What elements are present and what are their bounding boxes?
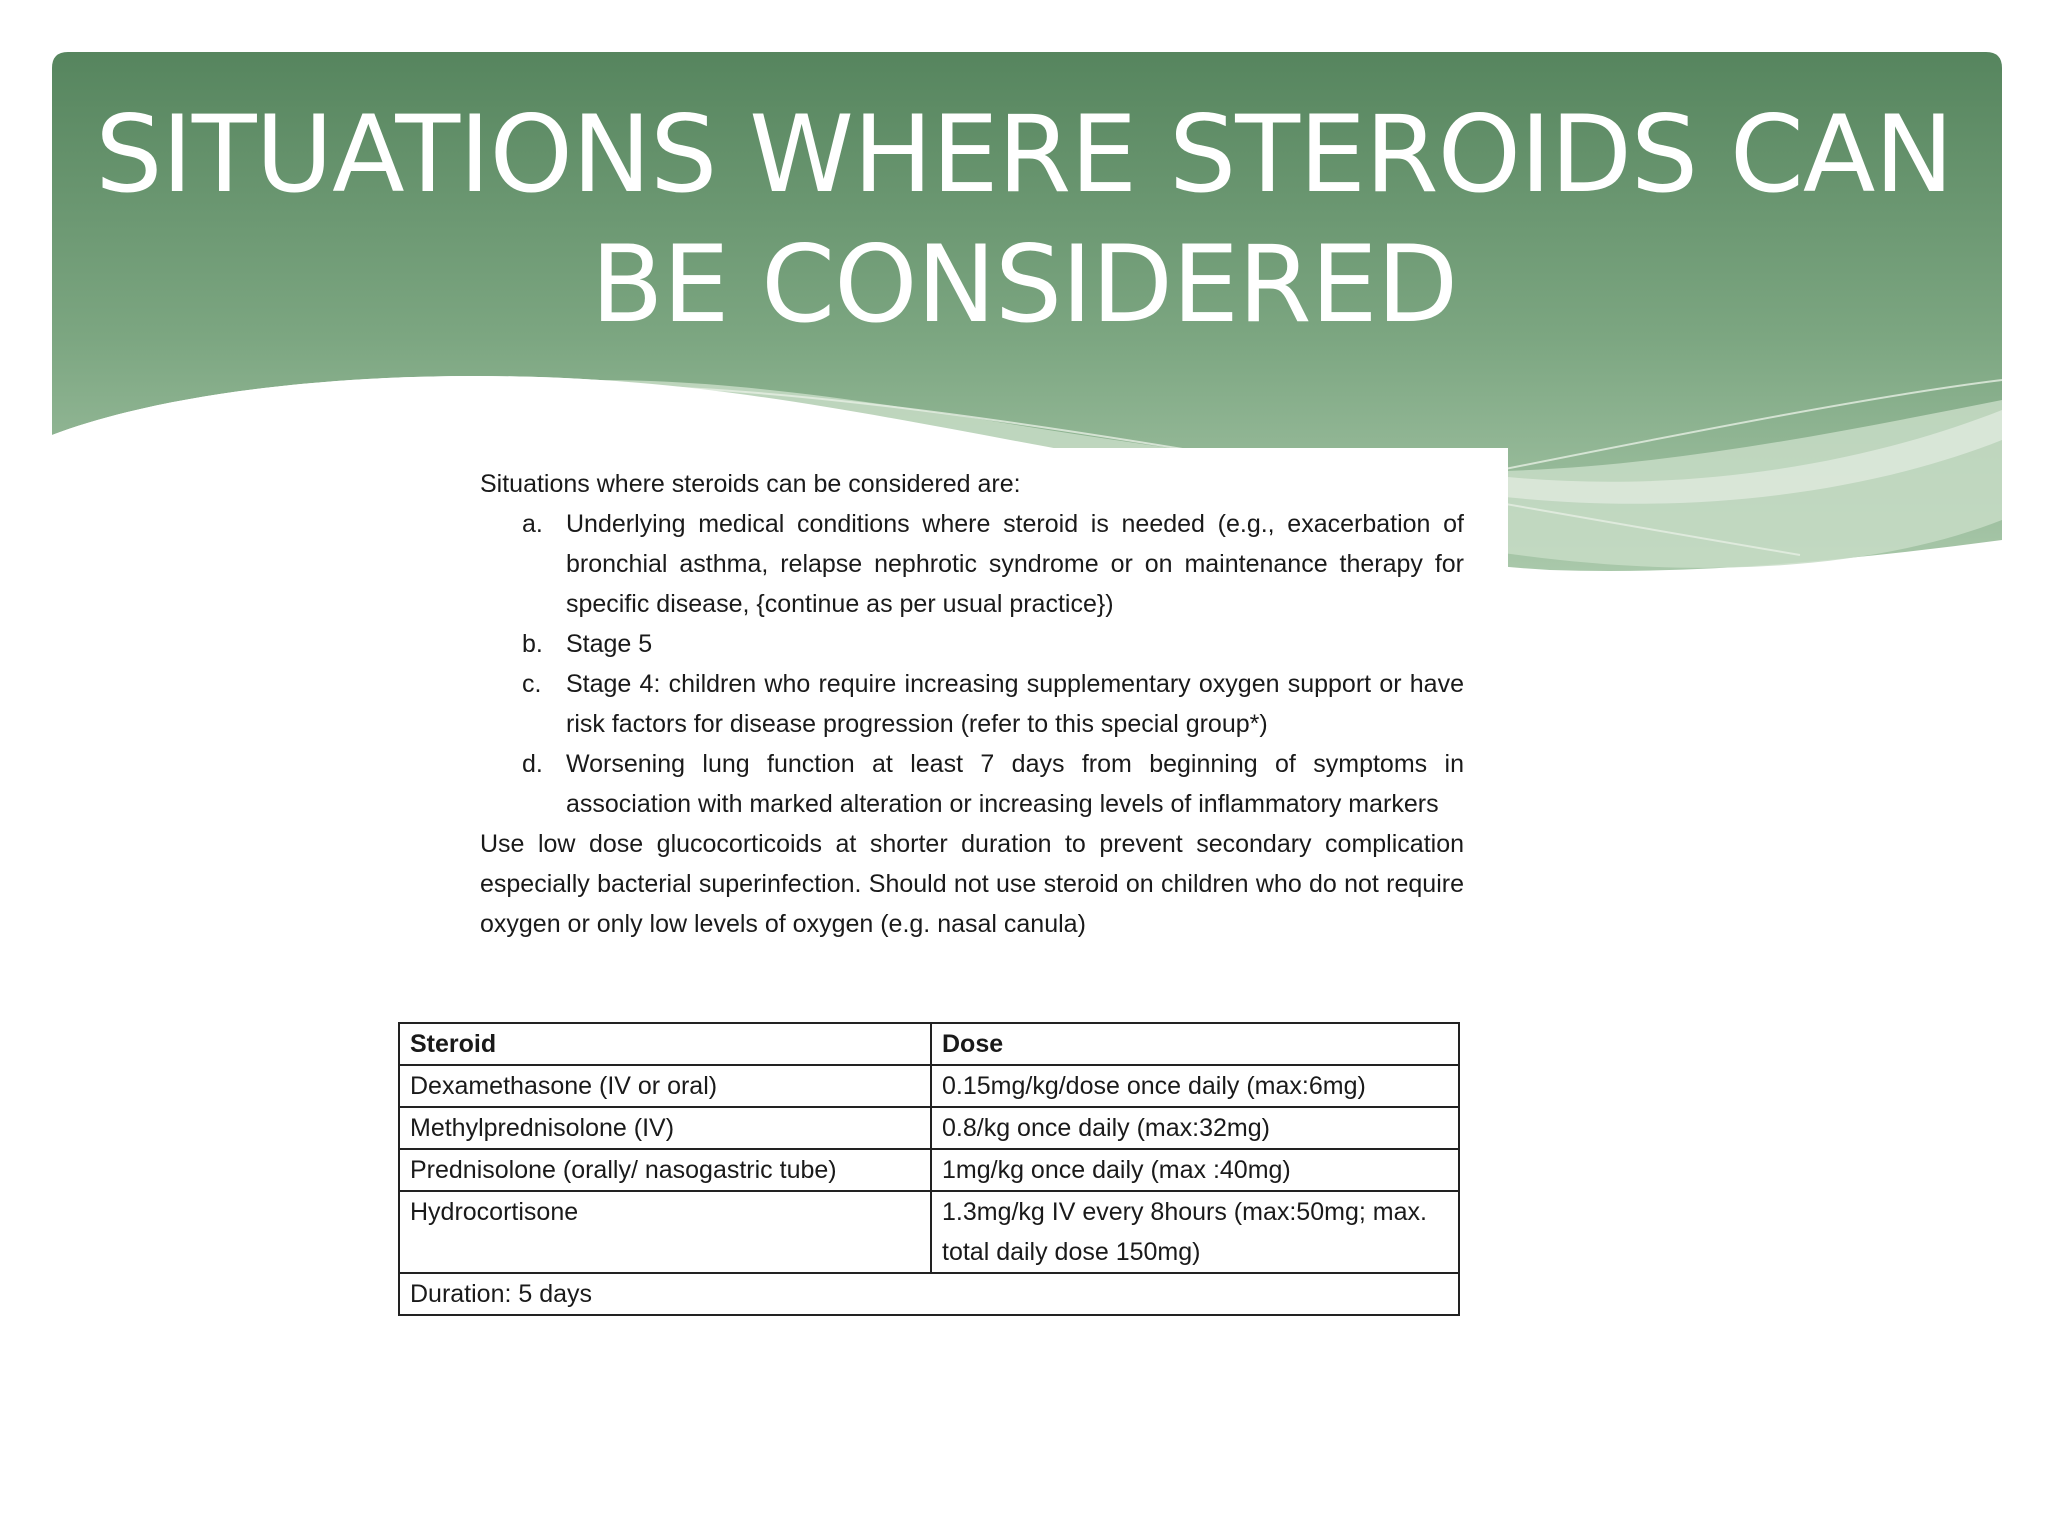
list-marker: b. bbox=[522, 630, 543, 658]
closing-text: Use low dose glucocorticoids at shorter duration to prevent secondary complication especially bacterial superinfection. Should not use steroid on children who do not require oxygen or only low levels of oxygen (e.g. nasal canula) bbox=[480, 830, 1464, 938]
situation-list bbox=[480, 504, 1464, 824]
header-dose: Dose bbox=[931, 1023, 1459, 1065]
list-item-text: Worsening lung function at least 7 days from beginning of symptoms in association with marked alteration or increasing levels of inflammatory markers bbox=[566, 750, 1464, 818]
table-row bbox=[399, 1065, 1459, 1107]
header-steroid: Steroid bbox=[399, 1023, 931, 1065]
list-item-text: Stage 5 bbox=[566, 630, 653, 658]
table-footer-row bbox=[399, 1273, 1459, 1315]
steroid-cell: Methylprednisolone (IV) bbox=[399, 1107, 931, 1149]
list-marker: a. bbox=[522, 510, 543, 538]
content-image bbox=[390, 448, 1508, 1348]
list-item-text: Underlying medical conditions where steroid is needed (e.g., exacerbation of bronchial asthma, relapse nephrotic syndrome or on maintenance therapy for specific disease, {continue as per usual practice}) bbox=[566, 510, 1464, 618]
table-header-row bbox=[399, 1023, 1459, 1065]
table-row bbox=[399, 1149, 1459, 1191]
dose-cell: 1mg/kg once daily (max :40mg) bbox=[931, 1149, 1459, 1191]
dose-cell: 1.3mg/kg IV every 8hours (max:50mg; max. total daily dose 150mg) bbox=[931, 1191, 1459, 1273]
steroid-cell: Prednisolone (orally/ nasogastric tube) bbox=[399, 1149, 931, 1191]
table-row bbox=[399, 1107, 1459, 1149]
list-item-text: Stage 4: children who require increasing supplementary oxygen support or have risk factors for disease progression (refer to this special group*) bbox=[566, 670, 1464, 738]
text-block bbox=[480, 464, 1464, 944]
steroid-cell: Dexamethasone (IV or oral) bbox=[399, 1065, 931, 1107]
list-item bbox=[480, 504, 1464, 624]
slide-title: SITUATIONS WHERE STEROIDS CAN BE CONSIDERED bbox=[95, 93, 1953, 346]
list-marker: c. bbox=[522, 670, 542, 698]
table-row bbox=[399, 1191, 1459, 1273]
steroid-dose-table bbox=[398, 1022, 1460, 1316]
intro-text: Situations where steroids can be considered are: bbox=[480, 470, 1021, 498]
steroid-cell: Hydrocortisone bbox=[399, 1191, 931, 1273]
list-marker: d. bbox=[522, 750, 543, 778]
list-item bbox=[480, 624, 1464, 664]
list-item bbox=[480, 664, 1464, 744]
dose-cell: 0.8/kg once daily (max:32mg) bbox=[931, 1107, 1459, 1149]
list-item bbox=[480, 744, 1464, 824]
duration-cell: Duration: 5 days bbox=[399, 1273, 1459, 1315]
dose-cell: 0.15mg/kg/dose once daily (max:6mg) bbox=[931, 1065, 1459, 1107]
